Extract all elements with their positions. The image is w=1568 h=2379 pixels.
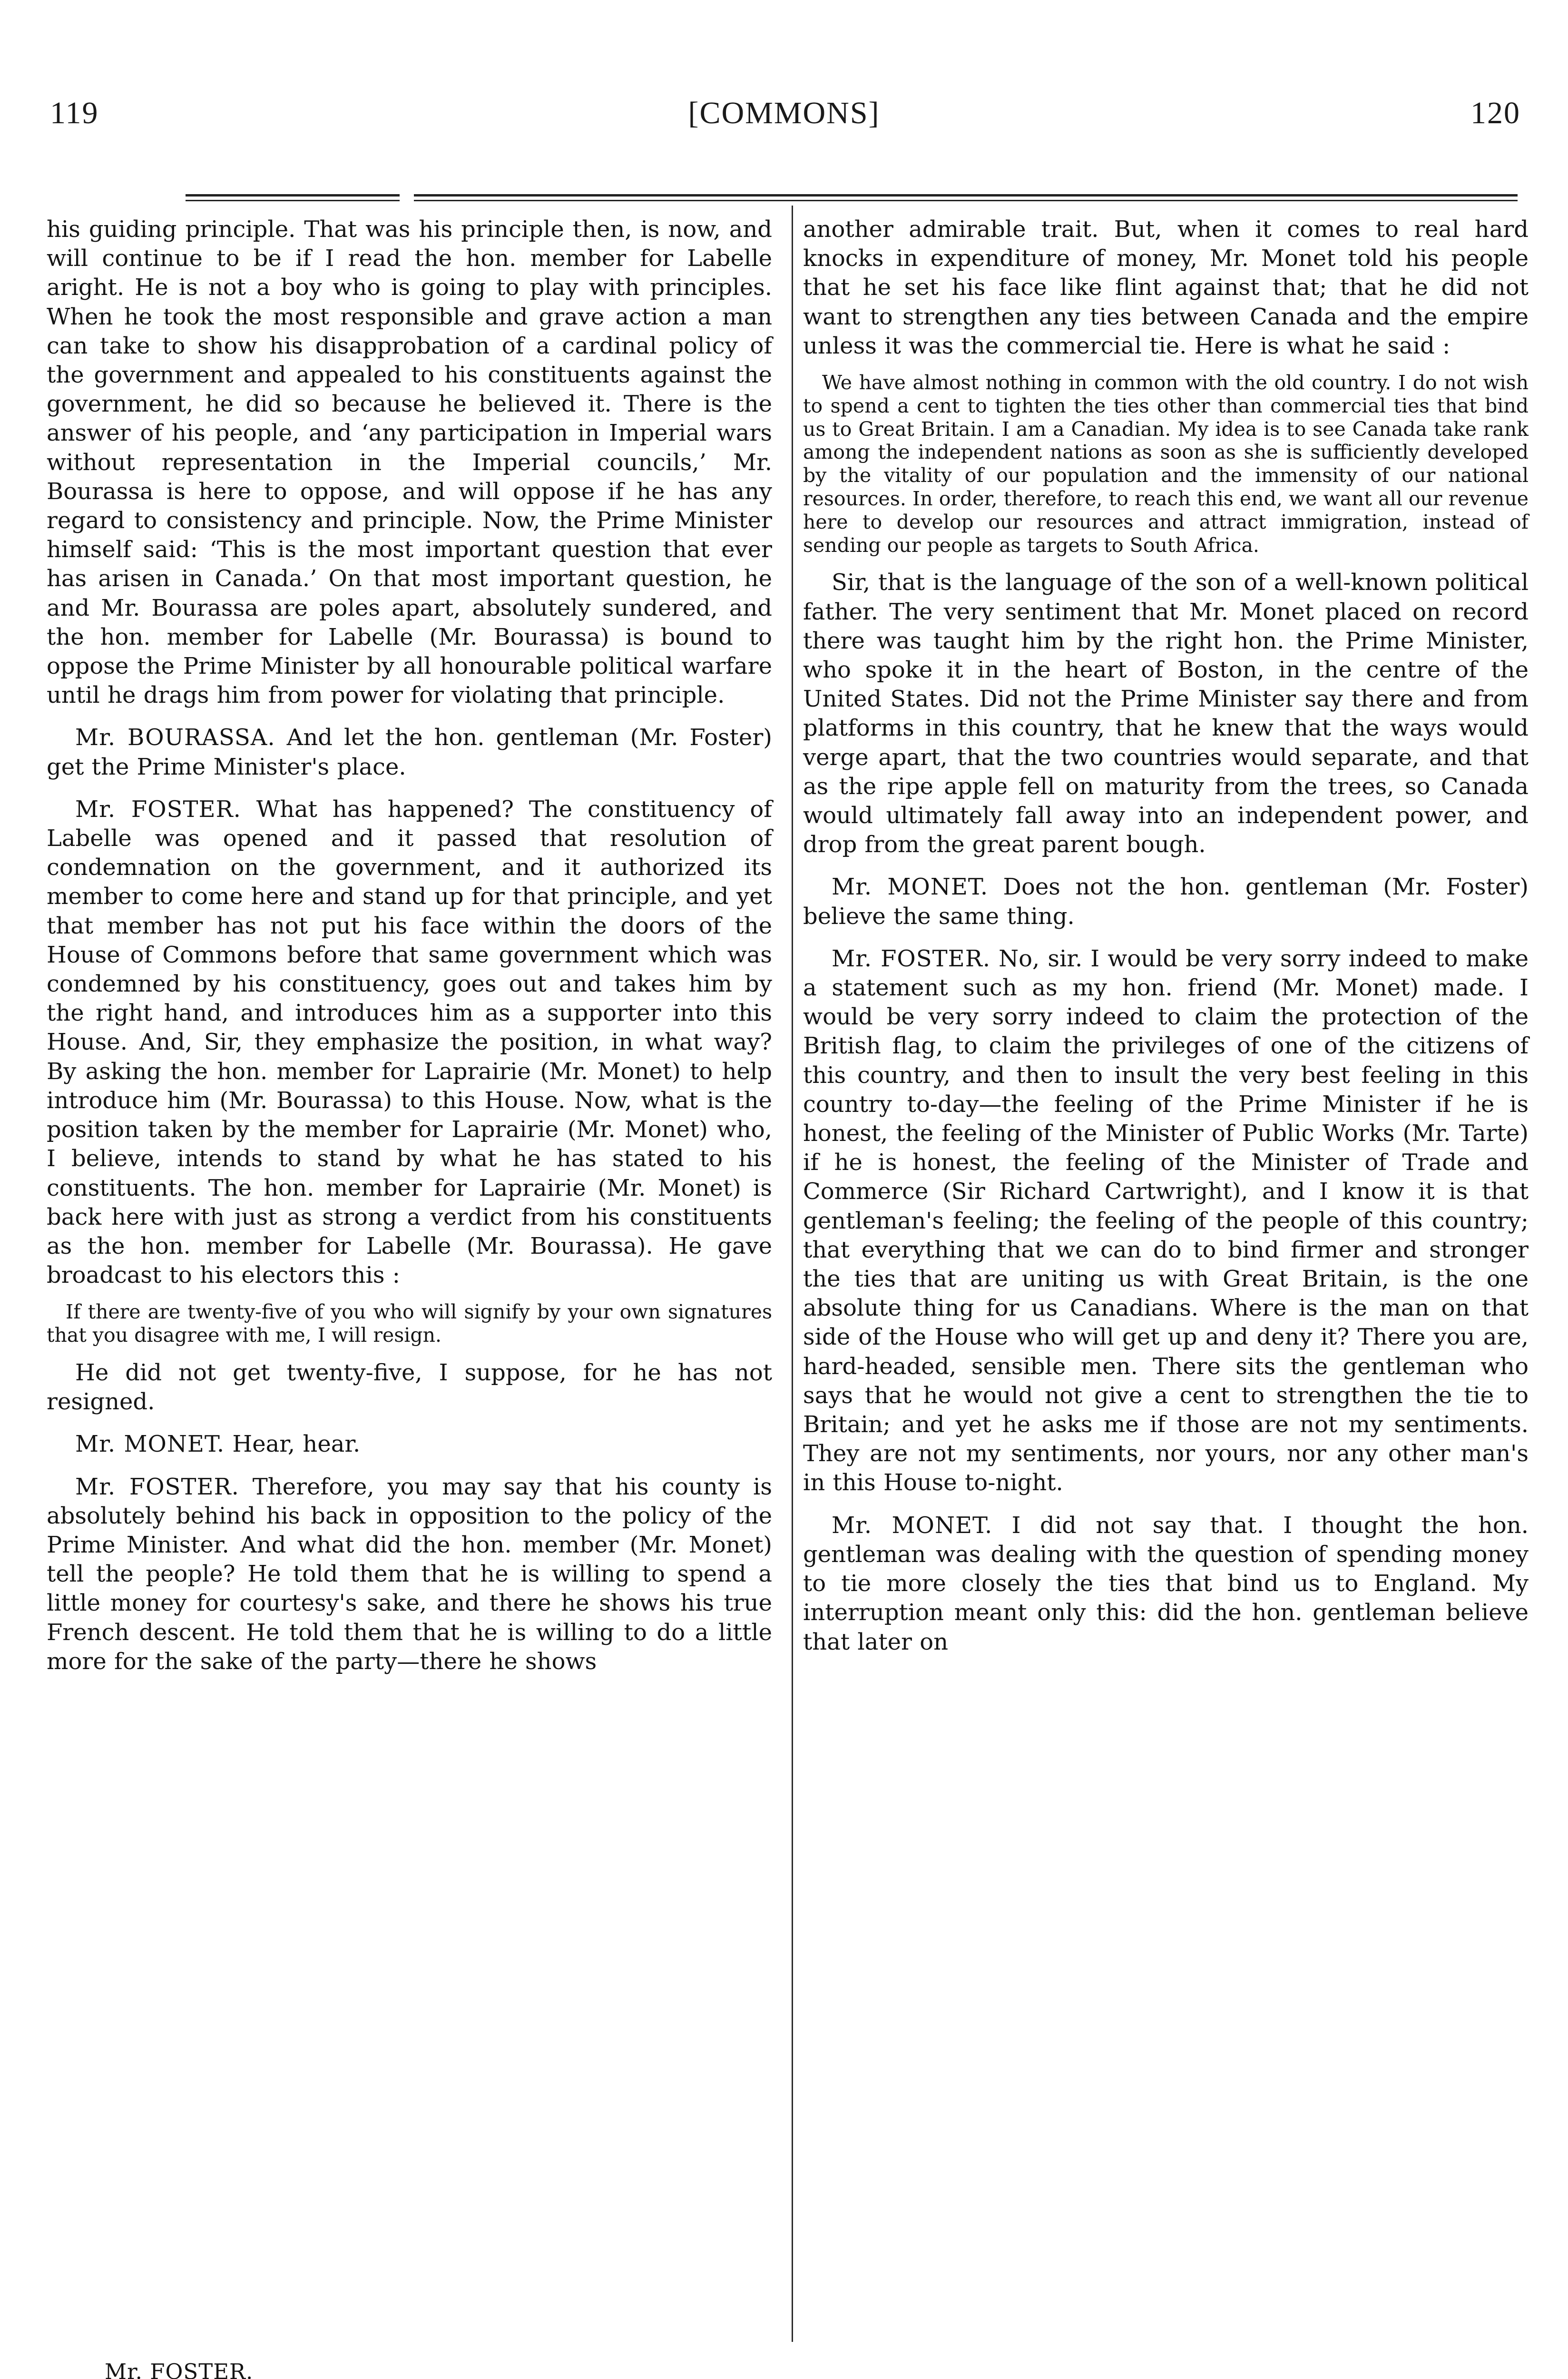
page-number-left: 119 xyxy=(50,96,99,130)
left-paragraph-2 xyxy=(47,723,772,781)
page-number-right: 120 xyxy=(1470,96,1520,130)
speech-text: What has happened? The constituency of Labelle was opened and it passed that resolution of condemnation on the government, and it authorized its member to come here and stand up for that principle, and yet that member has not put his face within the doors of the House of Commons before that same government which was condemned by his constituency, goes out and takes him by the right hand, and introduces him as a supporter into this House. And, Sir, they emphasize the position, in what way? By asking the hon. member for Laprairie (Mr. Monet) to help introduce him (Mr. Bourassa) to this House. Now, what is the position taken by the member for Laprairie (Mr. Monet) who, I believe, intends to stand by what he has stated to his constituents. The hon. member for Laprairie (Mr. Monet) is back here with just as strong a verdict from his constituents as the hon. member for Labelle (Mr. Bourassa). He gave broadcast to his electors this : xyxy=(47,796,773,1289)
speech-text: Hear, hear. xyxy=(232,1431,361,1458)
speech-text: Does not the hon. gentleman (Mr. Foster) believe the same thing. xyxy=(803,874,1529,930)
speech-text: Therefore, you may say that his county is absolutely behind his back in opposition to the policy of the Prime Minister. And what did the hon. member (Mr. Monet) tell the people? He told them that he is willing to spend a little money for courtesy's sake, and there he shows his true French descent. He told them that he is willing to do a little more for the sake of the party—there he shows xyxy=(47,1473,773,1675)
right-column xyxy=(803,215,1529,1657)
running-footer: Mr. FOSTER. xyxy=(105,2359,254,2379)
right-paragraph-4 xyxy=(803,944,1529,1498)
right-paragraph-3 xyxy=(803,873,1529,931)
header-rule-left-top xyxy=(186,194,400,197)
right-paragraph-5 xyxy=(803,1511,1529,1657)
column-divider xyxy=(792,206,793,2342)
left-paragraph-3 xyxy=(47,795,772,1290)
speaker-name: Mr. BOURASSA. xyxy=(75,724,275,751)
left-paragraph-4: He did not get twenty-five, I suppose, for he has not resigned. xyxy=(47,1359,772,1416)
speaker-name: Mr. FOSTER. xyxy=(75,796,241,823)
speech-text: And let the hon. gentleman (Mr. Foster) get the Prime Minister's place. xyxy=(47,724,773,780)
speaker-name: Mr. FOSTER. xyxy=(75,1473,239,1500)
speaker-name: Mr. MONET. xyxy=(832,874,989,901)
right-paragraph-2: Sir, that is the language of the son of a well-known political father. The very sentiment that Mr. Monet placed on record there was taught him by the right hon. the Prime Minister, who spoke it in the heart of Boston, in the centre of the United States. Did not the Prime Minister say there and from platforms in this country, that he knew that the ways would verge apart, that the two countries would separate, and that as the ripe apple fell on maturity from the trees, so Canada would ultimately fall away into an independent power, and drop from the great parent bough. xyxy=(803,569,1529,858)
left-quotation: If there are twenty-five of you who will signify by your own signatures that you disagree with me, I will resign. xyxy=(47,1300,772,1347)
left-column xyxy=(47,215,772,1676)
page-title: [COMMONS] xyxy=(688,96,880,130)
speaker-name: Mr. MONET. xyxy=(832,1512,993,1539)
left-paragraph-6 xyxy=(47,1473,772,1676)
right-paragraph-1: another admirable trait. But, when it comes to real hard knocks in expenditure of money, Mr. Monet told his people that he set his face like flint against that; that he did not want to strengthen any ties between Canada and the empire unless it was the commercial tie. Here is what he said : xyxy=(803,216,1529,359)
header-rule-right-top xyxy=(414,194,1518,197)
header-rule-right-bottom xyxy=(414,200,1518,201)
right-quotation: We have almost nothing in common with the old country. I do not wish to spend a cent to tighten the ties other than commercial ties that bind us to Great Britain. I am a Canadian. My idea is to see Canada take rank among the independent nations as soon as she is sufficiently developed by the vitality of our population and the immensity of our national resources. In order, therefore, to reach this end, we want all our revenue here to develop our resources and attract immigration, instead of sending our people as targets to South Africa. xyxy=(803,371,1529,557)
speech-text: I did not say that. I thought the hon. gentleman was dealing with the question of spending money to tie more closely the ties that bind us to England. My interruption meant only this: did the hon. gentleman believe that later on xyxy=(803,1512,1529,1655)
header-rule-left-bottom xyxy=(186,200,400,201)
speech-text: No, sir. I would be very sorry indeed to make a statement such as my hon. friend (Mr. Monet) made. I would be very sorry indeed to claim the protection of the British flag, to claim the privileges of one of the citizens of this country, and then to insult the very best feeling in this country to-day—the feeling of the Prime Minister if he is honest, the feeling of the Minister of Public Works (Mr. Tarte) if he is honest, the feeling of the Minister of Trade and Commerce (Sir Richard Cartwright), and I know it is that gentleman's feeling; the feeling of the people of this country; that everything that we can do to bind firmer and stronger the ties that are uniting us with Great Britain, is the one absolute thing for us Canadians. Where is the man on that side of the House who will get up and deny it? There you are, hard-headed, sensible men. There sits the gentleman who says that he would not give a cent to strengthen the tie to Britain; and yet he asks me if those are not my sentiments. They are not my sentiments, nor yours, nor any other man's in this House to-night. xyxy=(803,945,1529,1496)
left-paragraph-1: his guiding principle. That was his principle then, is now, and will continue to be if I read the hon. member for Labelle aright. He is not a boy who is going to play with principles. When he took the most responsible and grave action a man can take to show his disapprobation of a cardinal policy of the government and appealed to his constituents against the government, he did so because he believed it. There is the answer of his people, and ‘any participation in Imperial wars without representation in the Imperial councils,’ Mr. Bourassa is here to oppose, and will oppose if he has any regard to consistency and principle. Now, the Prime Minister himself said: ‘This is the most important question that ever has arisen in Canada.’ On that most important question, he and Mr. Bourassa are poles apart, absolutely sundered, and the hon. member for Labelle (Mr. Bourassa) is bound to oppose the Prime Minister by all honourable political warfare until he drags him from power for violating that principle. xyxy=(47,216,772,709)
speaker-name: Mr. MONET. xyxy=(75,1431,225,1458)
speaker-name: Mr. FOSTER. xyxy=(832,945,991,972)
left-paragraph-5 xyxy=(47,1430,772,1459)
